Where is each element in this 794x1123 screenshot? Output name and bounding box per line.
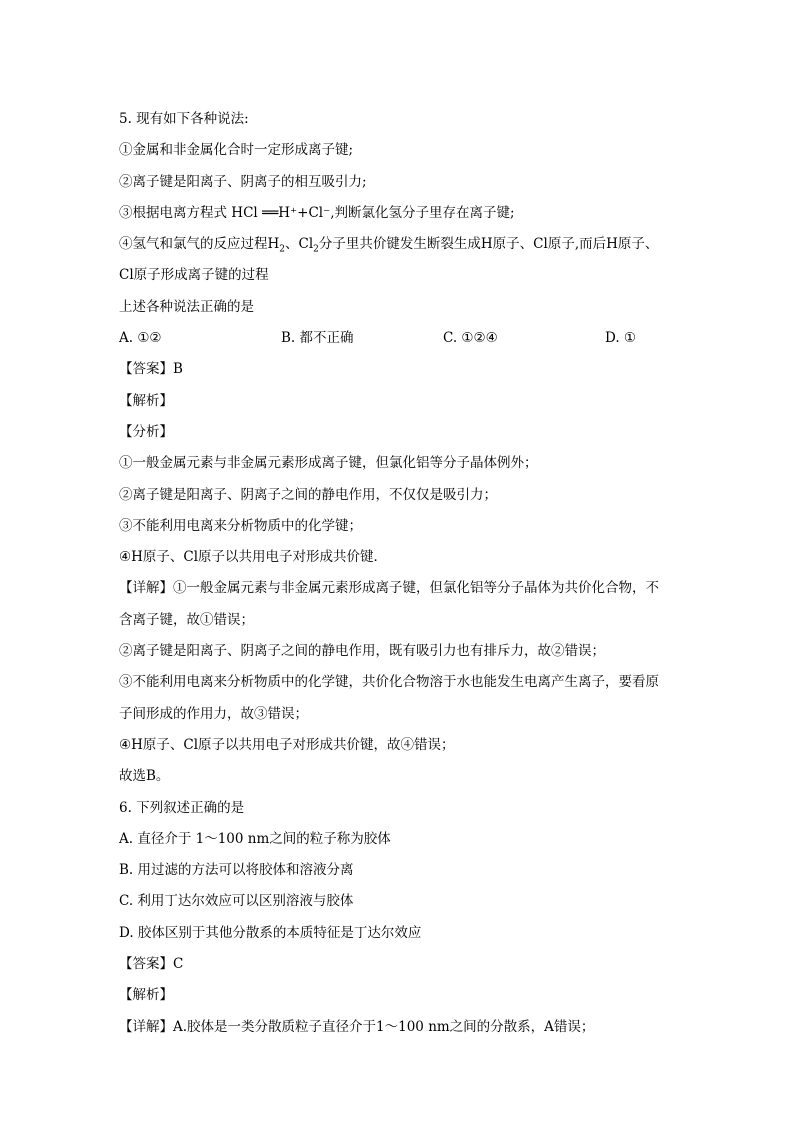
q5-detail-2: ②离子键是阳离子、阴离子之间的静电作用，既有吸引力也有排斥力，故②错误；: [119, 643, 605, 660]
q5-stem: 5. 现有如下各种说法:: [119, 111, 249, 127]
q5-detail-4: ④H原子、Cl原子以共用电子对形成共价键，故④错误；: [119, 736, 455, 753]
q6-stem: 6. 下列叙述正确的是: [119, 799, 245, 816]
q5-option-d: D. ①: [605, 330, 637, 347]
q5-analysis-2: ②离子键是阳离子、阴离子之间的静电作用，不仅仅是吸引力；: [119, 486, 497, 503]
q5-detail-3a: ③不能利用电离来分析物质中的化学键，共价化合物溶于水也能发生电离产生离子，要看原: [119, 674, 659, 691]
q5-s4-sub2: 2: [313, 244, 319, 255]
q5-s4-pre: ④氢气和氯气的反应过程H: [119, 236, 280, 253]
q5-fenxi-heading: 【分析】: [119, 423, 173, 440]
q5-statement-3: ③根据电离方程式 HCl ══H⁺+Cl⁻,判断氯化氢分子里存在离子键;: [119, 204, 515, 221]
q5-analysis-1: ①一般金属元素与非金属元素形成离子键，但氯化铝等分子晶体例外；: [119, 455, 538, 472]
q5-statement-4-line2: Cl原子形成离子键的过程: [119, 267, 269, 284]
q5-ask: 上述各种说法正确的是: [119, 298, 254, 315]
q6-jiexi-heading: 【解析】: [119, 987, 173, 1004]
document-page: [119, 104, 679, 1043]
q5-option-c: C. ①②④: [443, 330, 498, 347]
q6-option-b: B. 用过滤的方法可以将胶体和溶液分离: [119, 862, 354, 879]
q6-option-a: A. 直径介于 1～100 nm之间的粒子称为胶体: [119, 830, 391, 847]
q5-analysis-4: ④H原子、Cl原子以共用电子对形成共价键．: [119, 549, 388, 566]
q5-statement-1: ①金属和非金属化合时一定形成离子键;: [119, 142, 354, 159]
q5-option-a: A. ①②: [119, 330, 162, 347]
q5-option-b: B. 都不正确: [281, 330, 354, 347]
q5-detail-1b: 含离子键，故①错误；: [119, 611, 254, 628]
q5-options: [119, 323, 679, 354]
q5-s4-mid: 、Cl: [285, 236, 314, 253]
q5-conclusion: 故选B。: [119, 768, 170, 785]
q5-analysis-3: ③不能利用电离来分析物质中的化学键；: [119, 517, 362, 534]
q5-detail-1a: 【详解】①一般金属元素与非金属元素形成离子键，但氯化铝等分子晶体为共价化合物，不: [119, 580, 659, 597]
q6-option-d: D. 胶体区别于其他分散系的本质特征是丁达尔效应: [119, 924, 422, 941]
q5-answer: 【答案】B: [119, 361, 183, 378]
q6-option-c: C. 利用丁达尔效应可以区别溶液与胶体: [119, 893, 354, 910]
q5-s4-post: 分子里共价键发生断裂生成H原子、Cl原子,而后H原子、: [318, 236, 659, 253]
q5-detail-3b: 子间形成的作用力，故③错误；: [119, 705, 308, 722]
q5-jiexi-heading: 【解析】: [119, 392, 173, 409]
q6-detail-1: 【详解】A.胶体是一类分散质粒子直径介于1～100 nm之间的分散系，A错误；: [119, 1018, 595, 1035]
q5-statement-2: ②离子键是阳离子、阴离子的相互吸引力;: [119, 173, 367, 190]
q6-answer: 【答案】C: [119, 956, 184, 973]
q5-statement-4-line1: [119, 229, 679, 260]
q5-s4-sub1: 2: [279, 244, 286, 255]
